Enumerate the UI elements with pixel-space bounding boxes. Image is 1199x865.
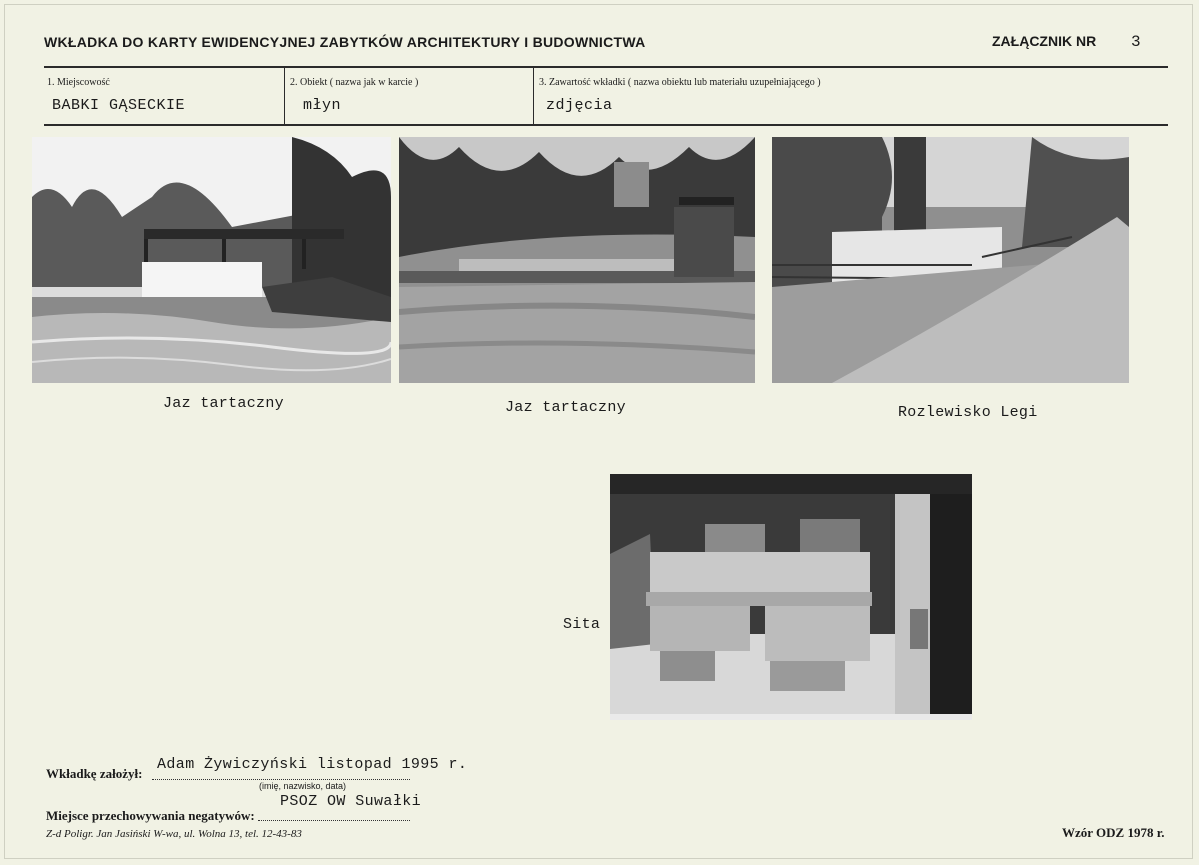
field-label-object: 2. Obiekt ( nazwa jak w karcie ): [290, 77, 419, 88]
form-title: WKŁADKA DO KARTY EWIDENCYJNEJ ZABYTKÓW ARCHITEKTURY I BUDOWNICTWA: [44, 34, 646, 50]
field-divider: [284, 68, 285, 124]
header-rule-top: [44, 66, 1168, 68]
annex-number: 3: [1131, 33, 1141, 51]
field-value-contents: zdjęcia: [546, 97, 613, 114]
field-value-locality: BABKI GĄSECKIE: [52, 97, 186, 114]
author-hint: (imię, nazwisko, data): [259, 781, 347, 791]
annex-label: ZAŁĄCZNIK NR: [992, 33, 1097, 49]
photo-caption-1: Jaz tartaczny: [163, 395, 284, 412]
photo-sieves: [610, 474, 972, 720]
photo-weir-2: [399, 137, 755, 383]
field-label-locality: 1. Miejscowość: [47, 77, 110, 88]
storage-dotline: [258, 820, 410, 821]
header-rule-bottom: [44, 124, 1168, 126]
form-model: Wzór ODZ 1978 r.: [1062, 825, 1165, 840]
field-value-object: młyn: [303, 97, 342, 114]
author-dotline: [152, 779, 410, 780]
field-divider: [533, 68, 534, 124]
photo-caption-2: Jaz tartaczny: [505, 399, 626, 416]
field-label-contents: 3. Zawartość wkładki ( nazwa obiektu lub materiału uzupełniającego ): [539, 77, 821, 88]
photo-floodplain: [772, 137, 1129, 383]
page-frame: [4, 4, 1193, 859]
photo-caption-3: Rozlewisko Legi: [898, 404, 1038, 421]
storage-label: Miejsce przechowywania negatywów:: [46, 808, 255, 823]
printer-info: Z-d Poligr. Jan Jasiński W-wa, ul. Wolna 13, tel. 12-43-83: [46, 828, 302, 840]
photo-caption-4: Sita: [563, 616, 601, 633]
author-value: Adam Żywiczyński listopad 1995 r.: [157, 756, 468, 773]
photo-weir-1: [32, 137, 391, 383]
storage-value: PSOZ OW Suwałki: [280, 793, 422, 810]
author-label: Wkładkę założył:: [46, 766, 143, 781]
